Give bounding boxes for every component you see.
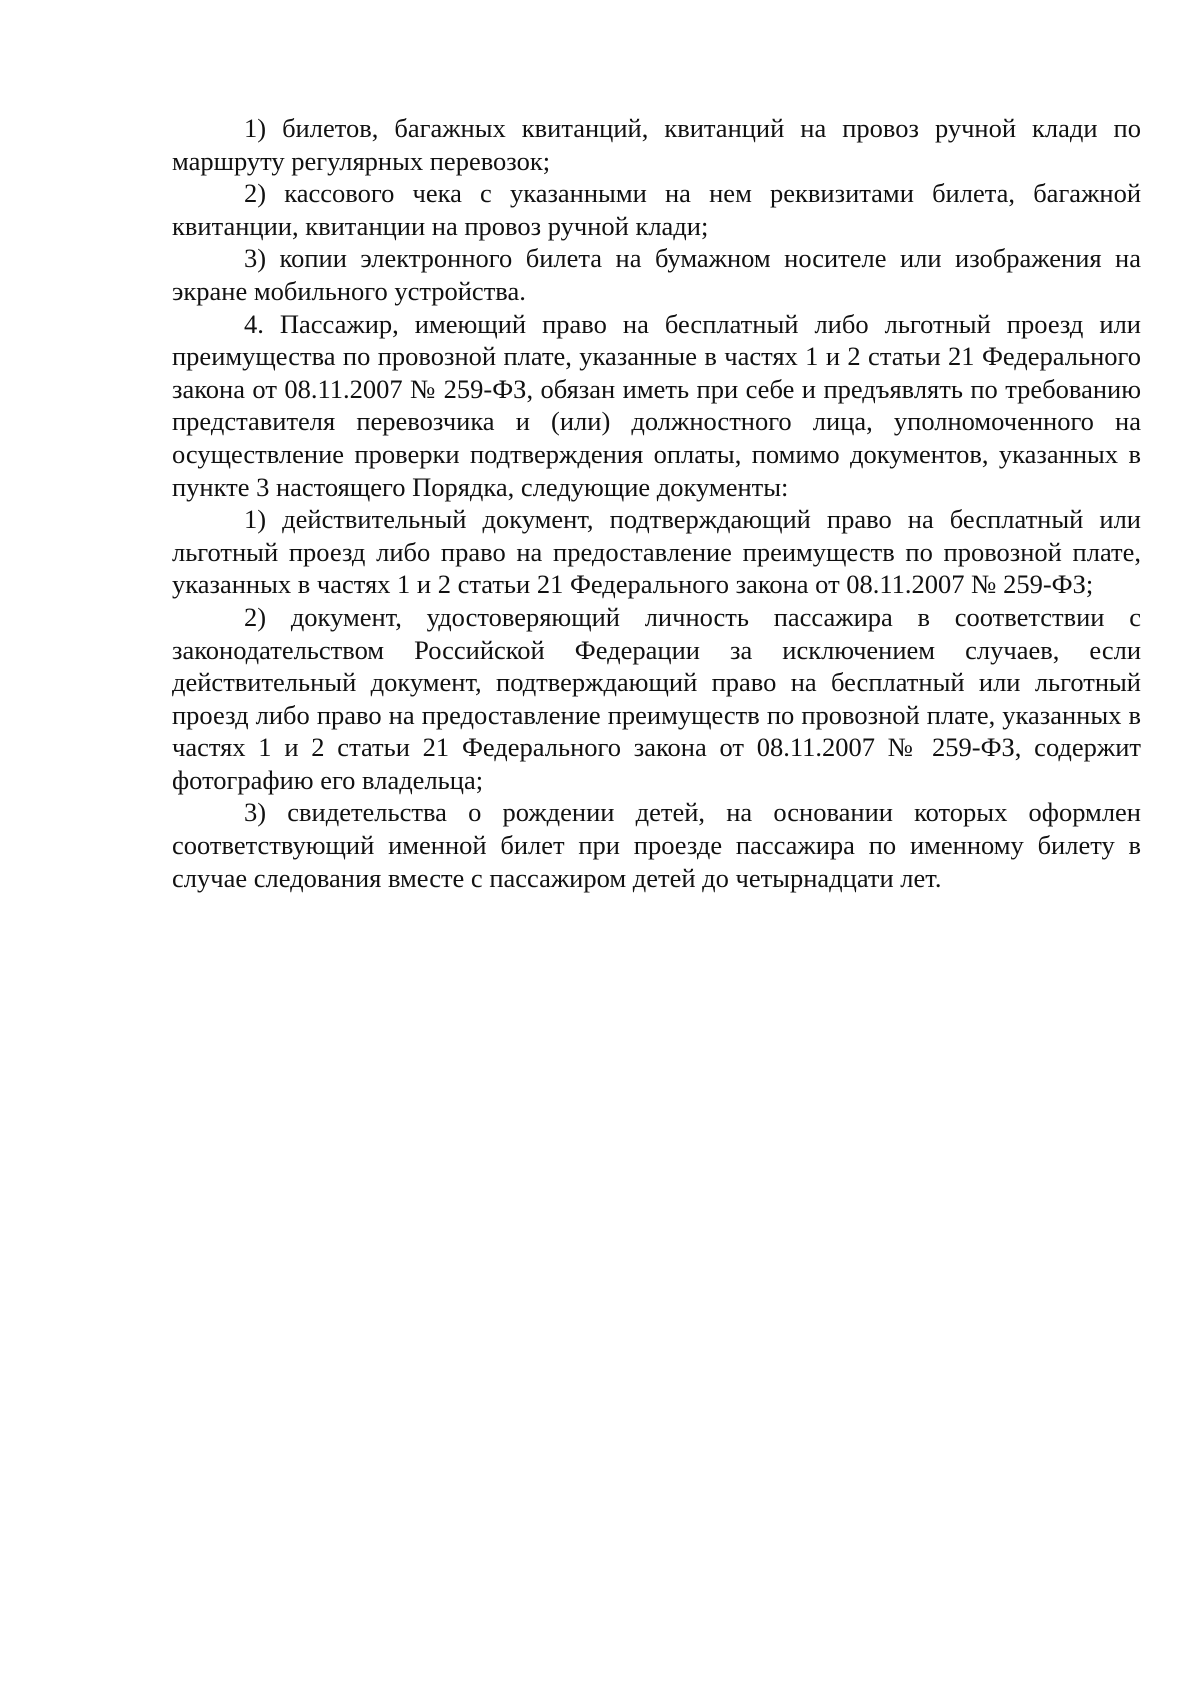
- document-body: [172, 112, 1141, 894]
- paragraph-item-3-birth-certificates: 3) свидетельства о рождении детей, на основании которых оформлен соответствующий именной билет при проезде пассажира по именному билету в случае следования вместе с пассажиром детей до четырнадцати лет.: [172, 797, 1141, 893]
- paragraph-item-2-cash-receipt: 2) кассового чека с указанными на нем реквизитами билета, багажной квитанции, квитанции на провоз ручной клади;: [172, 178, 1141, 241]
- paragraph-item-1-tickets: 1) билетов, багажных квитанций, квитанций на провоз ручной клади по маршруту регулярных перевозок;: [172, 113, 1141, 176]
- paragraph-clause-4: 4. Пассажир, имеющий право на бесплатный либо льготный проезд или преимущества по провозной плате, указанные в частях 1 и 2 статьи 21 Федерального закона от 08.11.2007 № 259-ФЗ, обязан иметь при себе и предъявлять по требованию представителя перевозчика и (или) должностного лица, уполномоченного на осуществление проверки подтверждения оплаты, помимо документов, указанных в пункте 3 настоящего Порядка, следующие документы:: [172, 308, 1141, 502]
- paragraph-item-2-identity-document: 2) документ, удостоверяющий личность пассажира в соответствии с законодательством Российской Федерации за исключением случаев, если действительный документ, подтверждающий право на бесплатный или льготный проезд либо право на предоставление преимуществ по провозной плате, указанных в частях 1 и 2 статьи 21 Федерального закона от 08.11.2007 № 259-ФЗ, содержит фотографию его владельца;: [172, 601, 1141, 795]
- paragraph-item-1-benefit-document: 1) действительный документ, подтверждающий право на бесплатный или льготный проезд либо право на предоставление преимуществ по провозной плате, указанных в частях 1 и 2 статьи 21 Федерального закона от 08.11.2007 № 259-ФЗ;: [172, 504, 1141, 600]
- paragraph-item-3-electronic-ticket: 3) копии электронного билета на бумажном носителе или изображения на экране мобильного устройства.: [172, 243, 1141, 306]
